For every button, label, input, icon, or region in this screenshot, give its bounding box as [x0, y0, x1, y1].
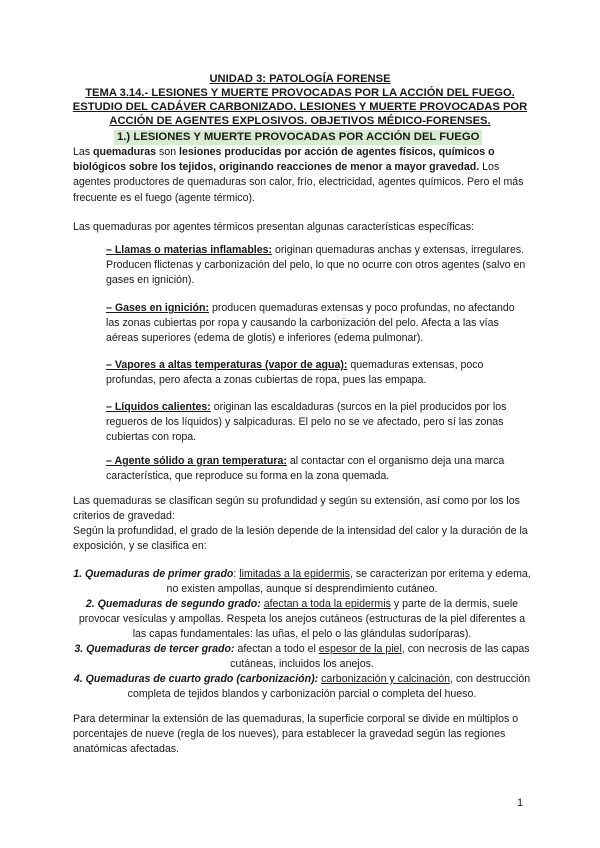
degree-key: carbonización y calcinación: [321, 673, 451, 685]
thermal-item-term: – Líquidos calientes:: [106, 401, 211, 413]
topic-title-line: ESTUDIO DEL CADÁVER CARBONIZADO. LESIONES Y MUERTE PROVOCADAS POR: [72, 101, 528, 113]
degree-sep: afectan a todo el: [234, 643, 319, 655]
classification-paragraph: Según la profundidad, el grado de la lesión depende de la intensidad del calor y la duración de la exposición, y se clasifica en:: [73, 525, 528, 553]
thermal-item-term: – Gases en ignición:: [106, 302, 210, 314]
degree-key: afectan a toda la epidermis: [263, 598, 391, 610]
degree-sep: :: [233, 568, 240, 580]
degree-label: 3. Quemaduras de tercer grado:: [74, 643, 235, 655]
intro-text: Las: [73, 146, 91, 158]
intro-paragraph: [73, 145, 531, 206]
degree-item: [73, 642, 531, 672]
document-header: [72, 72, 528, 128]
degree-item: [73, 567, 531, 597]
extension-paragraph: Para determinar la extensión de las quemaduras, la superficie corporal se divide en múltiplos o porcentajes de nueve (regla de los nueves), para establecer la gravedad según las regiones anatómicas afectadas.: [73, 713, 519, 756]
intro-text: Los agentes productores de quemaduras son calor, frío, electricidad, agentes químicos. Pero el más frecuente es el fuego (agente térmico).: [73, 161, 524, 204]
thermal-item-term: – Llamas o materias inflamables:: [106, 244, 273, 256]
thermal-intro: Las quemaduras por agentes térmicos presentan algunas características específicas:: [73, 221, 475, 233]
classification-paragraph: Las quemaduras se clasifican según su profundidad y según su extensión, así como por los los criterios de gravedad:: [73, 495, 520, 523]
thermal-item-text: al contactar con el organismo deja una marca característica, que reproduce su forma en la zona quemada.: [106, 455, 505, 483]
thermal-item-text: quemaduras extensas, poco profundas, pero afecta a zonas cubiertas de ropa, pues las empapa.: [106, 359, 484, 387]
page-number: 1: [517, 797, 524, 809]
thermal-item: [106, 243, 526, 289]
thermal-item-text: originan quemaduras anchas y extensas, irregulares. Producen flictenas y carbonización del pelo, lo que no ocurre con otros agentes (salvo en gases en ignición).: [106, 244, 526, 287]
degree-key: limitadas a la epidermis: [239, 568, 350, 580]
degree-text: y parte de la dermis, suele provocar vesículas y ampollas. Respeta los anejos cutáneos (estructuras de la piel diferentes a las capas fundamentales: las uñas, el pelo o las glándulas sudoríparas).: [78, 598, 526, 641]
degree-text: , con destrucción completa de tejidos blandos y carbonización parcial o completa del hueso.: [127, 673, 531, 701]
thermal-item: [106, 400, 526, 446]
thermal-item: [106, 454, 526, 484]
degree-item: [73, 672, 531, 702]
degree-text: , se caracterizan por eritema y edema, no existen ampollas, aunque sí desprendimiento cutáneo.: [166, 568, 531, 596]
degree-label: 1. Quemaduras de primer grado: [73, 568, 234, 580]
intro-term: quemaduras: [93, 146, 157, 158]
intro-text: son: [159, 146, 177, 158]
thermal-item: [106, 358, 526, 388]
unit-title: UNIDAD 3: PATOLOGÍA FORENSE: [209, 73, 391, 85]
thermal-item-term: – Agente sólido a gran temperatura:: [106, 455, 287, 467]
degree-text: , con necrosis de las capas cutáneas, incluidos los anejos.: [230, 643, 530, 671]
degree-item: [73, 597, 531, 643]
thermal-item-text: producen quemaduras extensas y poco profundas, no afectando las zonas cubiertas por ropa y causando la carbonización del pelo. Afecta a las vías aéreas superiores (edema de glotis) e inferiores (edema pulmonar).: [106, 302, 515, 345]
topic-title-line: ACCIÓN DE AGENTES EXPLOSIVOS. OBJETIVOS MÉDICO-FORENSES.: [109, 115, 491, 127]
intro-definition: lesiones producidas por acción de agentes físicos, químicos o biológicos sobre los tejidos, originando reacciones de menor a mayor gravedad.: [73, 146, 495, 174]
thermal-item: [106, 301, 526, 347]
degree-key: espesor de la piel: [318, 643, 402, 655]
thermal-item-term: – Vapores a altas temperaturas (vapor de agua):: [106, 359, 348, 371]
degree-label: 2. Quemaduras de segundo grado:: [85, 598, 261, 610]
thermal-item-text: originan las escaldaduras (surcos en la piel producidos por los regueros de los líquidos) y salpicaduras. El pelo no se ve afectado, pero sí las zonas cubiertas con ropa.: [106, 401, 507, 444]
topic-title-line: TEMA 3.14.- LESIONES Y MUERTE PROVOCADAS POR LA ACCIÓN DEL FUEGO.: [85, 87, 515, 99]
degree-label: 4. Quemaduras de cuarto grado (carbonización):: [73, 673, 319, 685]
section-heading: 1.) LESIONES Y MUERTE PROVOCADAS POR ACCIÓN DEL FUEGO: [114, 130, 482, 145]
